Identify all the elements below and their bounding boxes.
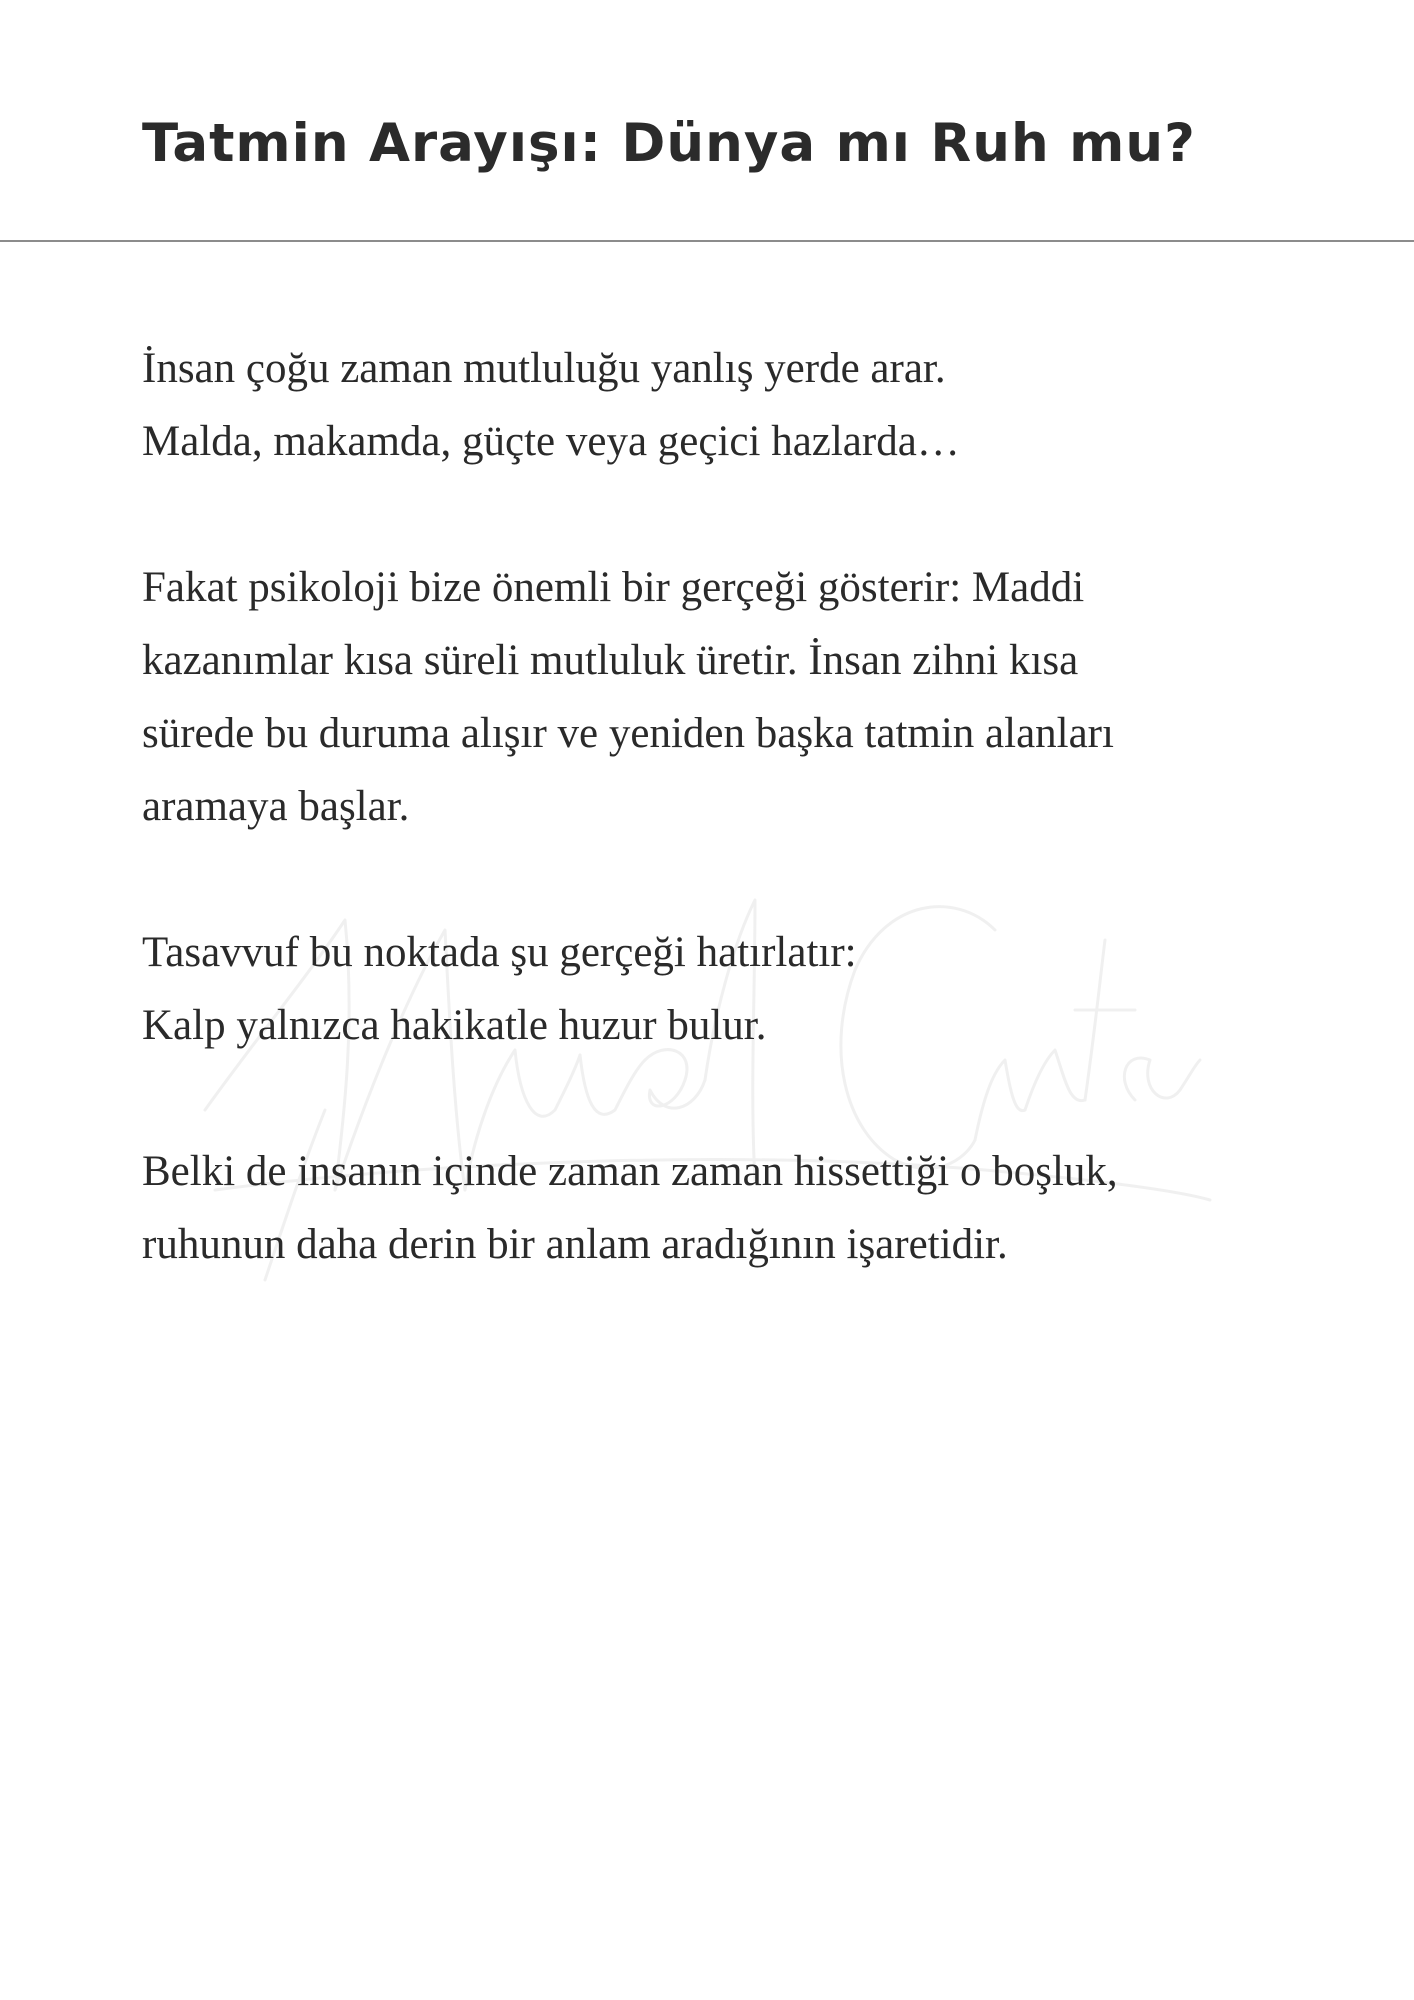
text-line: Belki de insanın içinde zaman zaman hissettiği o boşluk, [142,1148,1118,1195]
text-line: Malda, makamda, güçte veya geçici hazlarda… [142,418,960,465]
paragraph [142,1135,1302,1281]
document-body [142,332,1302,1354]
title-divider [0,240,1414,242]
text-line: Kalp yalnızca hakikatle huzur bulur. [142,1002,767,1049]
text-line: İnsan çoğu zaman mutluluğu yanlış yerde arar. [142,345,946,392]
paragraph [142,332,1302,478]
paragraph [142,916,1302,1062]
text-line: Tasavvuf bu noktada şu gerçeği hatırlatır: [142,929,857,976]
text-line: kazanımlar kısa süreli mutluluk üretir. İnsan zihni kısa [142,637,1079,684]
text-line: sürede bu duruma alışır ve yeniden başka tatmin alanları [142,710,1114,757]
text-line: Fakat psikoloji bize önemli bir gerçeği gösterir: Maddi [142,564,1085,611]
paragraph [142,551,1302,843]
page-title: Tatmin Arayışı: Dünya mı Ruh mu? [142,113,1196,174]
text-line: aramaya başlar. [142,783,410,830]
text-line: ruhunun daha derin bir anlam aradığının işaretidir. [142,1221,1008,1268]
